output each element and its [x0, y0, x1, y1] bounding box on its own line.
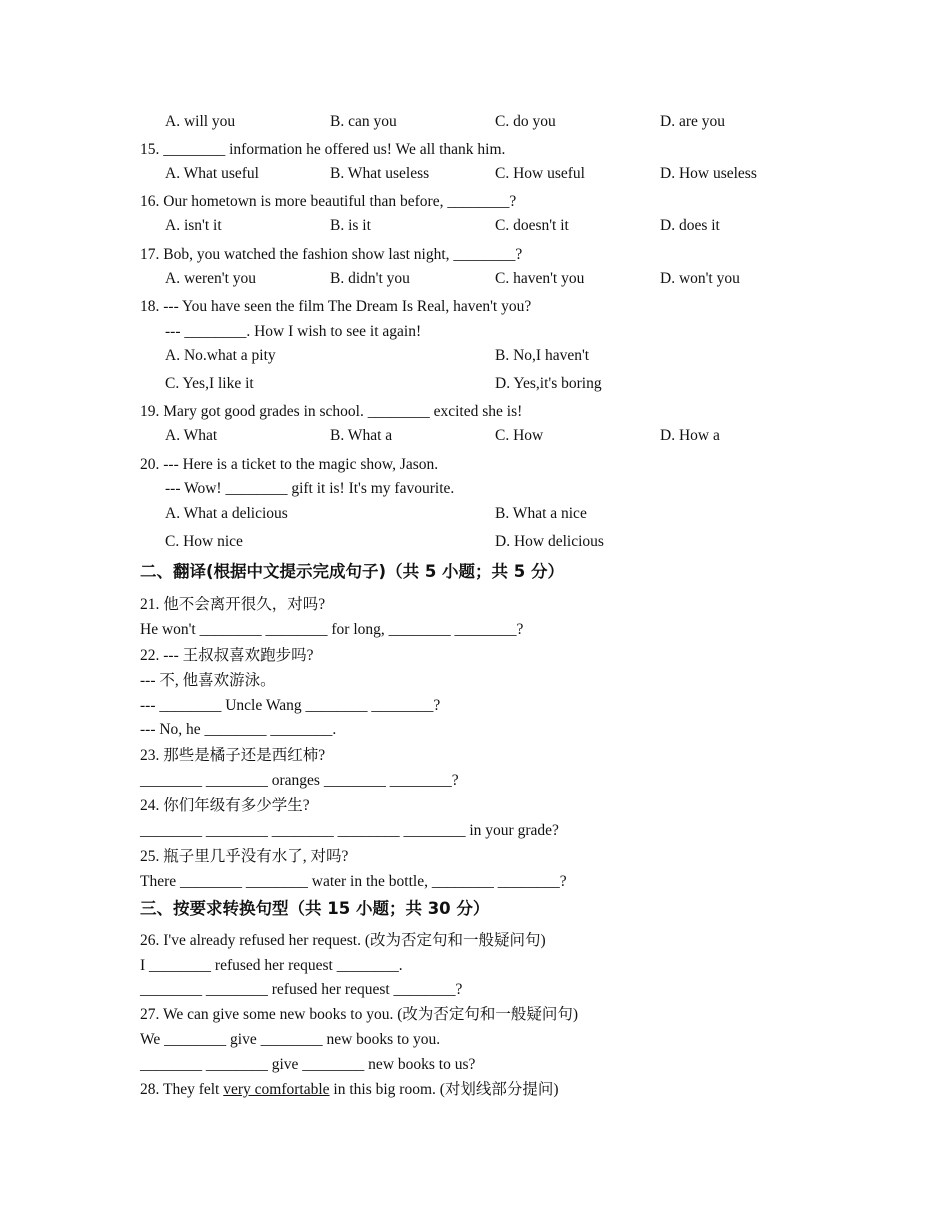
q14-options [165, 112, 825, 132]
q14-option-d: D. are you [660, 113, 725, 130]
q19-option-c: C. How [495, 427, 544, 444]
q23-english: ________ ________ oranges ________ ________? [140, 772, 459, 789]
q19-option-d: D. How a [660, 427, 720, 444]
section-2-title: 二、翻译(根据中文提示完成句子)（共 5 小题；共 5 分） [140, 562, 565, 581]
q15-option-a: A. What useful [165, 165, 259, 182]
q15-option-b: B. What useless [330, 165, 430, 182]
q22-chinese: 22. --- 王叔叔喜欢跑步吗? [140, 647, 314, 664]
q17-option-c: C. haven't you [495, 270, 585, 287]
q20-option-b: B. What a nice [495, 505, 587, 522]
q22-chinese-response: --- 不, 他喜欢游泳。 [140, 672, 276, 689]
q18-option-a: A. No.what a pity [165, 347, 276, 364]
q14-option-c: C. do you [495, 113, 556, 130]
q27-line-2: ________ ________ give ________ new books to us? [140, 1056, 476, 1073]
q27-stem: 27. We can give some new books to you. (改为否定句和一般疑问句) [140, 1006, 579, 1023]
q18-options-row2 [165, 374, 825, 394]
q16-option-d: D. does it [660, 217, 720, 234]
q17-options [165, 269, 825, 289]
q17-option-b: B. didn't you [330, 270, 410, 287]
q26-line-2: ________ ________ refused her request ________? [140, 981, 463, 998]
q16-options [165, 216, 825, 236]
q15-option-c: C. How useful [495, 165, 585, 182]
q23-chinese: 23. 那些是橘子还是西红柿? [140, 747, 326, 764]
q26-stem: 26. I've already refused her request. (改为否定句和一般疑问句) [140, 932, 546, 949]
q19-options [165, 426, 825, 446]
q16-option-c: C. doesn't it [495, 217, 569, 234]
q15-option-d: D. How useless [660, 165, 757, 182]
q28-stem-start: 28. They felt [140, 1081, 224, 1098]
q24-chinese: 24. 你们年级有多少学生? [140, 797, 310, 814]
q16-option-b: B. is it [330, 217, 371, 234]
q19-option-a: A. What [165, 427, 218, 444]
q19-stem: 19. Mary got good grades in school. ________ excited she is! [140, 403, 523, 420]
q20-stem: 20. --- Here is a ticket to the magic show, Jason. [140, 456, 439, 473]
q28-stem [140, 1080, 559, 1100]
q20-option-a: A. What a delicious [165, 505, 288, 522]
q18-stem-response: --- ________. How I wish to see it again! [165, 323, 422, 340]
q28-underlined-phrase: very comfortable [223, 1081, 330, 1098]
q24-english: ________ ________ ________ ________ ________ in your grade? [140, 822, 559, 839]
q20-options-row2 [165, 532, 825, 552]
q20-option-d: D. How delicious [495, 533, 604, 550]
q18-option-c: C. Yes,I like it [165, 375, 254, 392]
q28-stem-end: in this big room. (对划线部分提问) [329, 1081, 559, 1098]
q18-option-b: B. No,I haven't [495, 347, 590, 364]
q26-line-1: I ________ refused her request ________. [140, 957, 403, 974]
q15-stem: 15. ________ information he offered us! We all thank him. [140, 141, 506, 158]
section-3-title: 三、按要求转换句型（共 15 小题；共 30 分） [140, 899, 490, 918]
q14-option-a: A. will you [165, 113, 236, 130]
q21-chinese: 21. 他不会离开很久，对吗? [140, 596, 326, 613]
q18-options-row1 [165, 346, 825, 366]
q27-line-1: We ________ give ________ new books to you. [140, 1031, 441, 1048]
q18-stem: 18. --- You have seen the film The Dream Is Real, haven't you? [140, 298, 532, 315]
q18-option-d: D. Yes,it's boring [495, 375, 602, 392]
q16-option-a: A. isn't it [165, 217, 222, 234]
q20-options-row1 [165, 504, 825, 524]
q20-stem-response: --- Wow! ________ gift it is! It's my favourite. [165, 480, 455, 497]
q21-english: He won't ________ ________ for long, ________ ________? [140, 621, 524, 638]
q16-stem: 16. Our hometown is more beautiful than before, ________? [140, 193, 517, 210]
q19-option-b: B. What a [330, 427, 393, 444]
q25-chinese: 25. 瓶子里几乎没有水了, 对吗? [140, 848, 349, 865]
q17-option-a: A. weren't you [165, 270, 257, 287]
q20-option-c: C. How nice [165, 533, 243, 550]
q25-english: There ________ ________ water in the bottle, ________ ________? [140, 873, 567, 890]
q22-english: --- ________ Uncle Wang ________ ________? [140, 697, 441, 714]
q17-stem: 17. Bob, you watched the fashion show last night, ________? [140, 246, 523, 263]
q15-options [165, 164, 825, 184]
q14-option-b: B. can you [330, 113, 397, 130]
q17-option-d: D. won't you [660, 270, 740, 287]
q22-english-response: --- No, he ________ ________. [140, 721, 337, 738]
